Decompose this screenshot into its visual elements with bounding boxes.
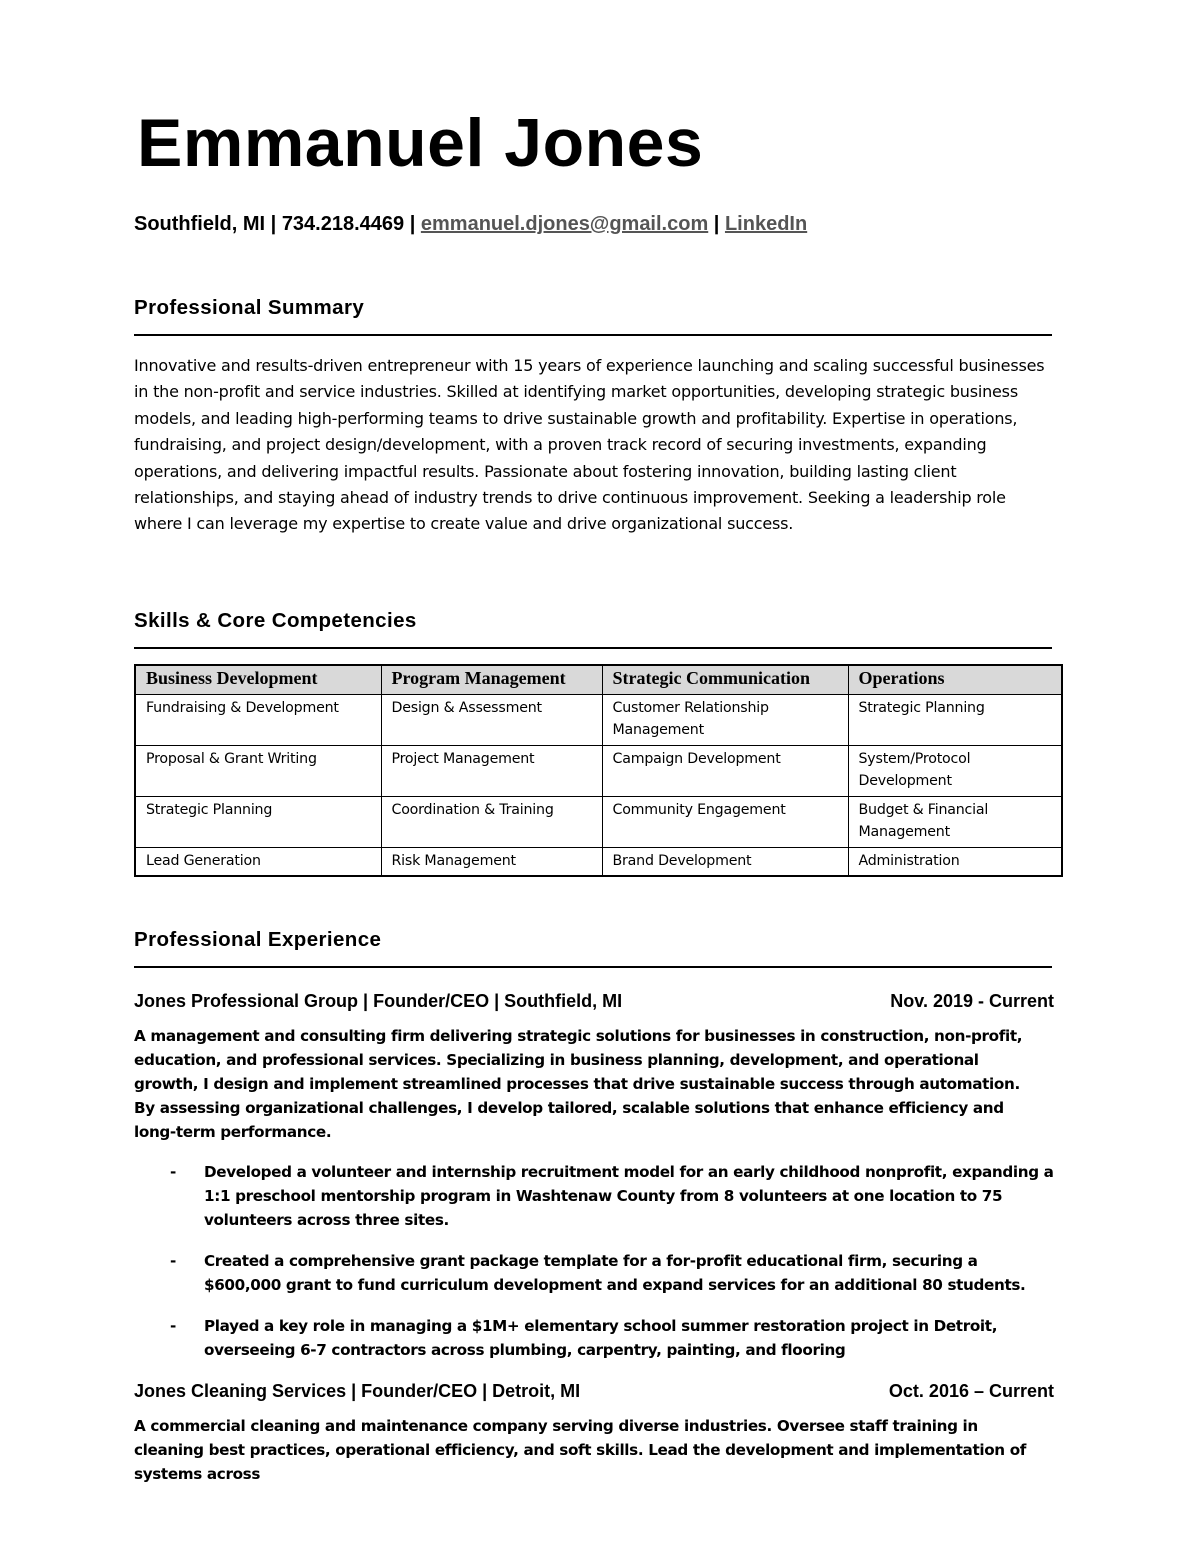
skills-cell: Community Engagement	[602, 797, 848, 848]
job-description: A management and consulting firm delivering strategic solutions for businesses in construction, non-profit, education, and professional services. Specializing in business planning, development, and operational growth, I design and implement streamlined processes that drive sustainable success through automation. By assessing organizational challenges, I develop tailored, scalable solutions that enhance efficiency and long-term performance.	[134, 1027, 1023, 1141]
bullet-dash: -	[170, 1317, 176, 1335]
achievement-item	[134, 1160, 1054, 1232]
skills-column-header: Business Development	[135, 665, 381, 695]
skills-row	[135, 797, 1062, 848]
skills-cell: Strategic Planning	[135, 797, 381, 848]
candidate-name: Emmanuel Jones	[137, 105, 704, 181]
bullet-dash: -	[170, 1163, 176, 1181]
skills-row	[135, 695, 1062, 746]
skills-cell: Strategic Planning	[848, 695, 1062, 746]
skills-cell: Administration	[848, 848, 1062, 877]
skills-cell: Budget & Financial Management	[848, 797, 1062, 848]
job-title: Jones Professional Group | Founder/CEO | Southfield, MI	[134, 991, 623, 1011]
achievement-text: Played a key role in managing a $1M+ elementary school summer restoration project in Detroit, overseeing 6-7 contractors across plumbing, carpentry, painting, and flooring	[204, 1317, 998, 1359]
achievement-item	[134, 1249, 1054, 1297]
skills-table	[134, 664, 1063, 877]
achievement-text: Developed a volunteer and internship recruitment model for an early childhood nonprofit, expanding a 1:1 preschool mentorship program in Washtenaw County from 8 volunteers at one location to 75 volunteers across three sites.	[204, 1163, 1054, 1229]
achievement-text: Created a comprehensive grant package template for a for-profit educational firm, securing a $600,000 grant to fund curriculum development and expand services for an additional 80 students.	[204, 1252, 1026, 1294]
contact-separator: |	[708, 213, 725, 235]
skills-cell: Brand Development	[602, 848, 848, 877]
job-header	[134, 991, 1054, 1012]
job-description: A commercial cleaning and maintenance company serving diverse industries. Oversee staff training in cleaning best practices, operational efficiency, and soft skills. Lead the development and implementation of systems across	[134, 1417, 1027, 1483]
job-achievements	[134, 1160, 1054, 1379]
contact-location: Southfield, MI	[134, 213, 266, 235]
summary-heading: Professional Summary	[134, 296, 1052, 336]
skills-cell: Design & Assessment	[381, 695, 602, 746]
skills-cell: System/Protocol Development	[848, 746, 1062, 797]
skills-cell: Fundraising & Development	[135, 695, 381, 746]
linkedin-link[interactable]: LinkedIn	[724, 213, 808, 235]
summary-text: Innovative and results-driven entrepreneur with 15 years of experience launching and scaling successful businesses in the non-profit and service industries. Skilled at identifying market opportunities, developing strategic business models, and leading high-performing teams to drive sustainable growth and profitability. Expertise in operations, fundraising, and project design/development, with a proven track record of securing investments, expanding operations, and delivering impactful results. Passionate about fostering innovation, building lasting client relationships, and staying ahead of industry trends to drive continuous improvement. Seeking a leadership role where I can leverage my expertise to create value and drive organizational success.	[134, 356, 1045, 534]
skills-heading: Skills & Core Competencies	[134, 609, 1052, 649]
skills-column-header: Strategic Communication	[602, 665, 848, 695]
skills-row	[135, 746, 1062, 797]
skills-cell: Project Management	[381, 746, 602, 797]
job-header	[134, 1381, 1054, 1402]
skills-cell: Risk Management	[381, 848, 602, 877]
skills-cell: Customer Relationship Management	[602, 695, 848, 746]
skills-row	[135, 848, 1062, 877]
skills-column-header: Program Management	[381, 665, 602, 695]
contact-phone: 734.218.4469	[281, 213, 405, 235]
email-link[interactable]: emmanuel.djones@gmail.com	[420, 213, 709, 235]
job-dates: Nov. 2019 - Current	[890, 991, 1054, 1011]
contact-separator: |	[265, 213, 282, 235]
skills-cell: Campaign Development	[602, 746, 848, 797]
job-dates: Oct. 2016 – Current	[888, 1381, 1054, 1401]
experience-heading: Professional Experience	[134, 928, 1052, 968]
achievement-item	[134, 1314, 1054, 1362]
contact-separator: |	[404, 213, 421, 235]
skills-column-header: Operations	[848, 665, 1062, 695]
skills-cell: Proposal & Grant Writing	[135, 746, 381, 797]
contact-line	[134, 213, 807, 236]
skills-cell: Coordination & Training	[381, 797, 602, 848]
bullet-dash: -	[170, 1252, 176, 1270]
skills-cell: Lead Generation	[135, 848, 381, 877]
job-title: Jones Cleaning Services | Founder/CEO | Detroit, MI	[134, 1381, 581, 1401]
skills-header-row	[135, 665, 1062, 695]
